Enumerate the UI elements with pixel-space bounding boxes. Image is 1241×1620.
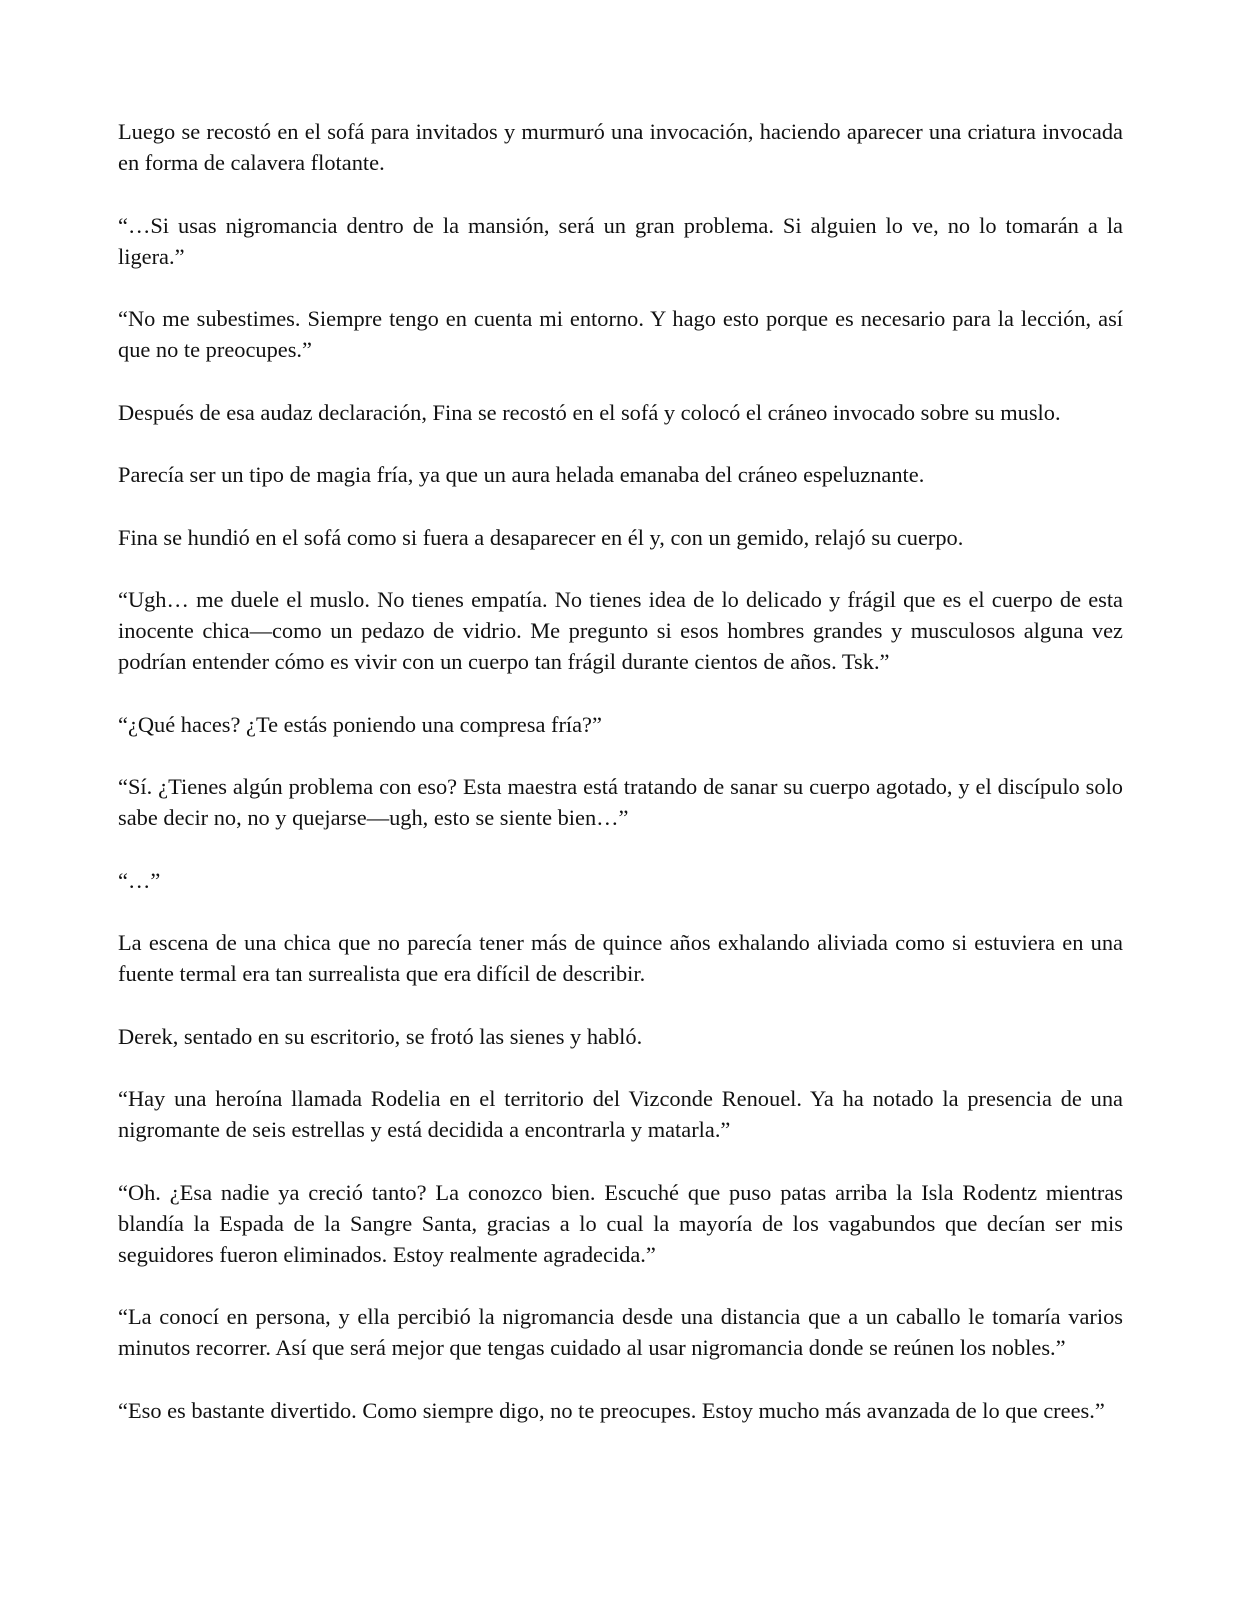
paragraph-15: “La conocí en persona, y ella percibió la nigromancia desde una distancia que a un caballo le tomaría varios minutos recorrer. Así que será mejor que tengas cuidado al usar nigromancia donde se reúnen los nobles.”	[118, 1304, 1123, 1360]
body-text	[118, 116, 1123, 1457]
paragraph-6: Fina se hundió en el sofá como si fuera a desaparecer en él y, con un gemido, relajó su cuerpo.	[118, 524, 964, 550]
paragraph-8: “¿Qué haces? ¿Te estás poniendo una compresa fría?”	[118, 711, 602, 737]
paragraph-16: “Eso es bastante divertido. Como siempre digo, no te preocupes. Estoy mucho más avanzada de lo que crees.”	[118, 1397, 1105, 1423]
paragraph-5: Parecía ser un tipo de magia fría, ya que un aura helada emanaba del cráneo espeluznante.	[118, 462, 925, 487]
paragraph-12: Derek, sentado en su escritorio, se frotó las sienes y habló.	[118, 1023, 643, 1049]
paragraph-1: Luego se recostó en el sofá para invitados y murmuró una invocación, haciendo aparecer una criatura invocada en forma de calavera flotante.	[118, 119, 1123, 175]
paragraph-9: “Sí. ¿Tienes algún problema con eso? Esta maestra está tratando de sanar su cuerpo agotado, y el discípulo solo sabe decir no, no y quejarse—ugh, esto se siente bien…”	[118, 774, 1123, 830]
paragraph-4: Después de esa audaz declaración, Fina se recostó en el sofá y colocó el cráneo invocado sobre su muslo.	[118, 399, 1061, 425]
paragraph-11: La escena de una chica que no parecía tener más de quince años exhalando aliviada como si estuviera en una fuente termal era tan surrealista que era difícil de describir.	[118, 930, 1123, 986]
paragraph-3: “No me subestimes. Siempre tengo en cuenta mi entorno. Y hago esto porque es necesario para la lección, así que no te preocupes.”	[118, 306, 1123, 362]
paragraph-7: “Ugh… me duele el muslo. No tienes empatía. No tienes idea de lo delicado y frágil que es el cuerpo de esta inocente chica—como un pedazo de vidrio. Me pregunto si esos hombres grandes y musculosos alguna vez podrían entender cómo es vivir con un cuerpo tan frágil durante cientos de años. Tsk.”	[118, 587, 1123, 674]
paragraph-14: “Oh. ¿Esa nadie ya creció tanto? La conozco bien. Escuché que puso patas arriba la Isla Rodentz mientras blandía la Espada de la Sangre Santa, gracias a lo cual la mayoría de los vagabundos que decían ser mis seguidores fueron eliminados. Estoy realmente agradecida.”	[118, 1179, 1123, 1267]
paragraph-2: “…Si usas nigromancia dentro de la mansión, será un gran problema. Si alguien lo ve, no lo tomarán a la ligera.”	[118, 212, 1123, 269]
paragraph-10: “…”	[118, 867, 161, 893]
paragraph-13: “Hay una heroína llamada Rodelia en el territorio del Vizconde Renouel. Ya ha notado la presencia de una nigromante de seis estrellas y está decidida a encontrarla y matarla.”	[118, 1086, 1123, 1142]
